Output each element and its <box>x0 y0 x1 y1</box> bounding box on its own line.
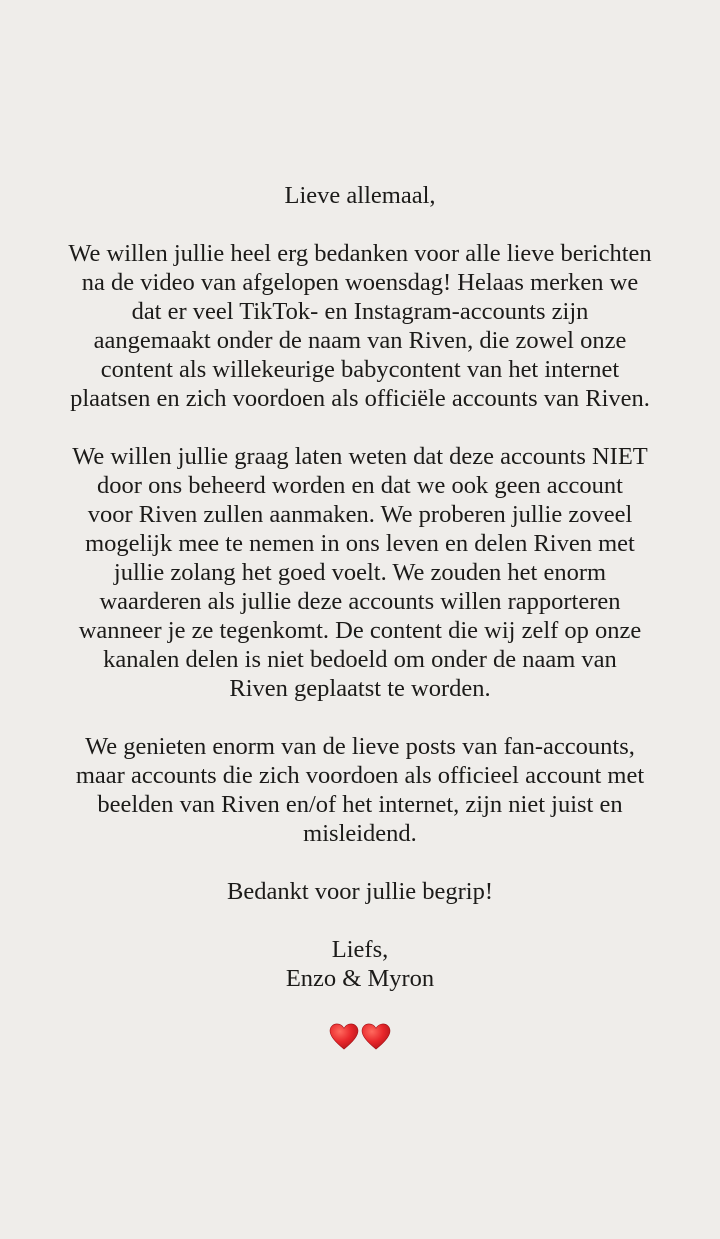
text-line: dat er veel TikTok- en Instagram-accounts zijn <box>131 298 589 325</box>
text-line: aangemaakt onder de naam van Riven, die zowel onze <box>93 327 627 354</box>
paragraph-fan-accounts <box>0 732 720 848</box>
text-line: misleidend. <box>303 820 417 847</box>
text-line: We genieten enorm van de lieve posts van fan-accounts, <box>85 733 635 760</box>
spacer <box>0 413 720 442</box>
text-line: mogelijk mee te nemen in ons leven en delen Riven met <box>85 530 635 557</box>
greeting: Lieve allemaal, <box>284 182 436 209</box>
paragraph-thanks-and-fake-accounts <box>0 239 720 413</box>
text-line: We willen jullie heel erg bedanken voor alle lieve berichten <box>68 240 652 267</box>
text-line: waarderen als jullie deze accounts willen rapporteren <box>99 588 621 615</box>
signature: Enzo & Myron <box>285 965 435 992</box>
text-line: na de video van afgelopen woensdag! Helaas merken we <box>81 269 639 296</box>
text-line: content als willekeurige babycontent van het internet <box>100 356 620 383</box>
emoji-row <box>0 1023 720 1051</box>
text-line: beelden van Riven en/of het internet, zijn niet juist en <box>97 791 623 818</box>
text-line: maar accounts die zich voordoen als officieel account met <box>75 762 645 789</box>
paragraph-not-managed-by-us <box>0 442 720 703</box>
text-line: plaatsen en zich voordoen als officiële accounts van Riven. <box>70 385 650 412</box>
spacer <box>0 703 720 732</box>
signoff: Liefs, Enzo & Myron <box>0 935 720 993</box>
spacer <box>0 848 720 877</box>
text-line: voor Riven zullen aanmaken. We proberen jullie zoveel <box>87 501 633 528</box>
thanks-line: Bedankt voor jullie begrip! <box>226 878 494 905</box>
story-text-card <box>0 181 720 1051</box>
text-line: We willen jullie graag laten weten dat deze accounts NIET <box>72 443 648 470</box>
spacer <box>0 906 720 935</box>
red-heart-icon <box>329 1023 359 1051</box>
text-line: door ons beheerd worden en dat we ook geen account <box>97 472 623 499</box>
red-heart-icon <box>361 1023 391 1051</box>
spacer <box>0 210 720 239</box>
text-line: wanneer je ze tegenkomt. De content die wij zelf op onze <box>78 617 642 644</box>
text-line: jullie zolang het goed voelt. We zouden het enorm <box>113 559 607 586</box>
text-line: kanalen delen is niet bedoeld om onder de naam van <box>103 646 617 673</box>
text-line: Riven geplaatst te worden. <box>229 675 491 702</box>
